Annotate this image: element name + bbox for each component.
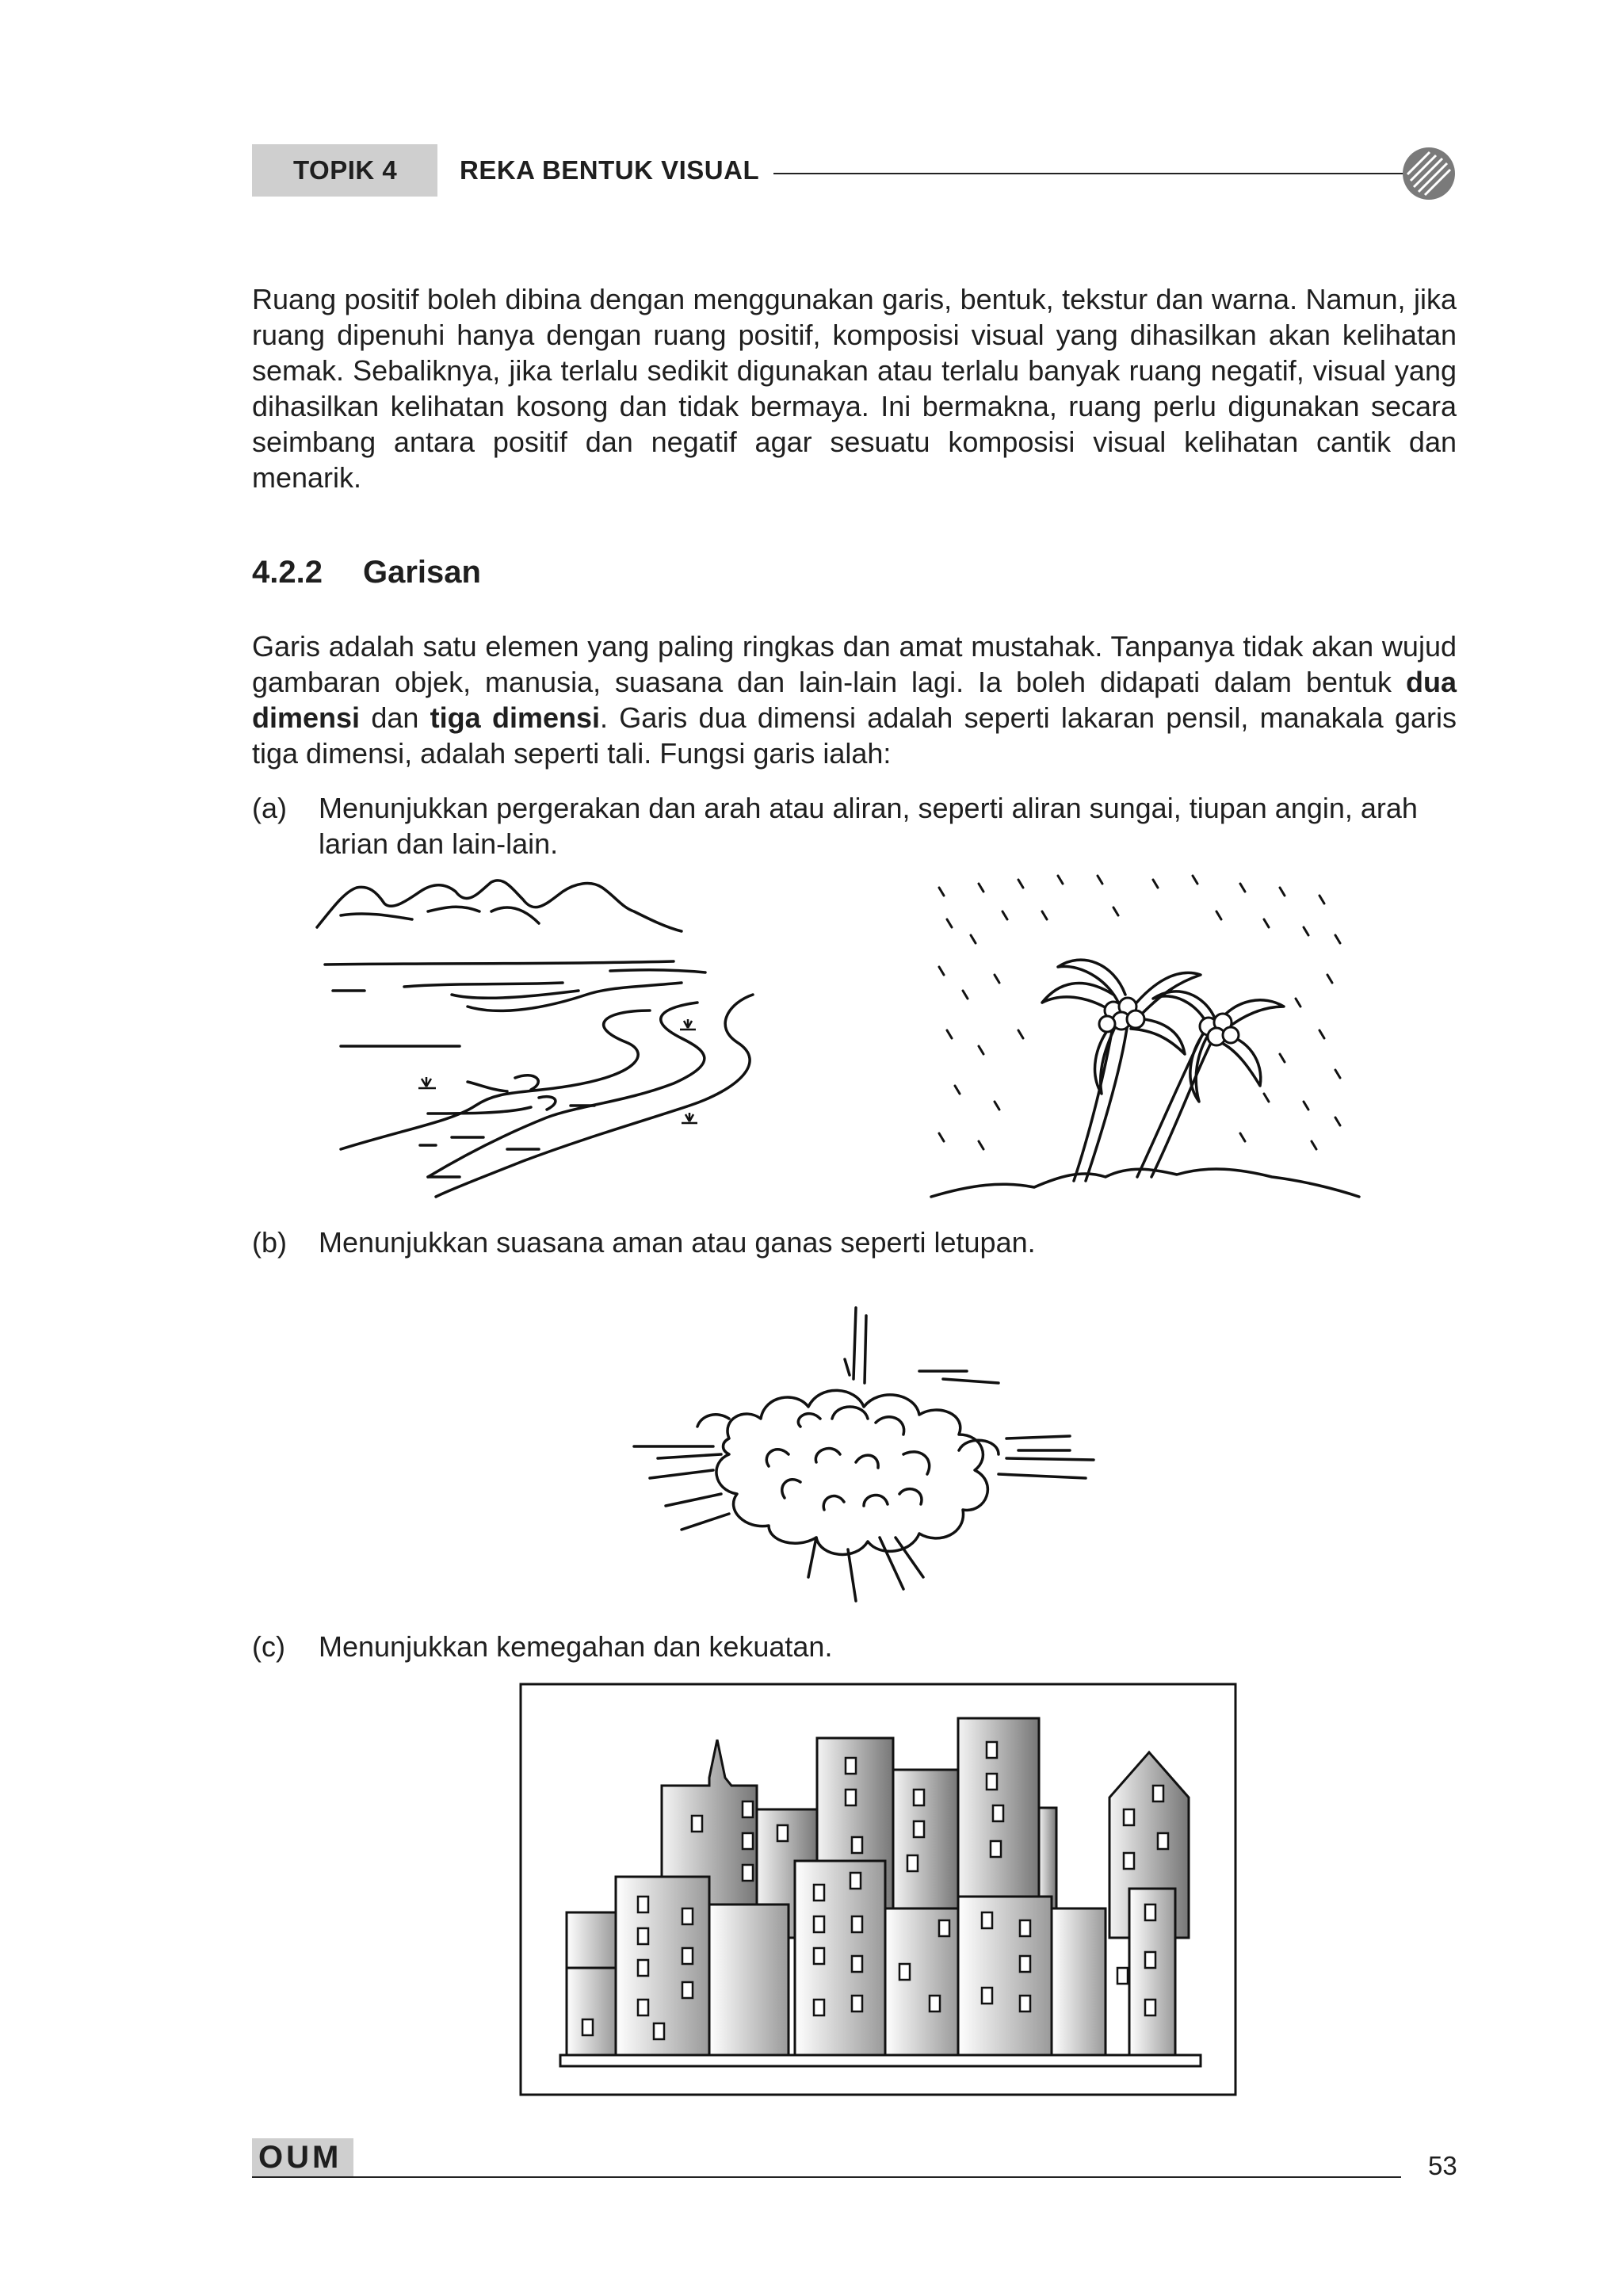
section-heading bbox=[252, 555, 481, 590]
item-marker: (b) bbox=[252, 1226, 287, 1259]
explosion-illustration bbox=[626, 1300, 1109, 1609]
header-title: REKA BENTUK VISUAL bbox=[460, 155, 760, 185]
bold-term-three-dimension: tiga dimensi bbox=[430, 701, 600, 734]
oum-logo-icon bbox=[1401, 146, 1457, 201]
footer-brand: OUM bbox=[258, 2140, 342, 2175]
palm-trees-storm-illustration bbox=[923, 864, 1367, 1213]
page-number: 53 bbox=[1428, 2151, 1457, 2180]
list-item-b bbox=[252, 1224, 1457, 1260]
item-text: Menunjukkan pergerakan dan arah atau aliran, seperti aliran sungai, tiupan angin, arah larian dan lain-lain. bbox=[319, 792, 1418, 860]
item-marker: (a) bbox=[252, 792, 287, 824]
garisan-paragraph: Garis adalah satu elemen yang paling ringkas dan amat mustahak. Tanpanya tidak akan wujud gambaran objek, manusia, suasana dan lain-lain lagi. Ia boleh didapati dalam bentuk dua dimensi dan tiga dimensi. Garis dua dimensi adalah seperti lakaran pensil, manakala garis tiga dimensi, adalah seperti tali. Fungsi garis ialah: bbox=[252, 630, 1457, 770]
item-marker: (c) bbox=[252, 1630, 285, 1663]
item-text: Menunjukkan suasana aman atau ganas seperti letupan. bbox=[319, 1226, 1036, 1259]
topic-label: TOPIK 4 bbox=[293, 155, 398, 185]
header-rule bbox=[773, 173, 1404, 174]
river-landscape-illustration bbox=[309, 876, 864, 1209]
list-item-a bbox=[252, 790, 1457, 861]
city-buildings-illustration bbox=[519, 1683, 1237, 2096]
item-text: Menunjukkan kemegahan dan kekuatan. bbox=[319, 1630, 833, 1663]
intro-paragraph: Ruang positif boleh dibina dengan menggunakan garis, bentuk, tekstur dan warna. Namun, jika ruang dipenuhi hanya dengan ruang positif, komposisi visual yang dihasilkan akan kelihatan semak. Sebaliknya, jika terlalu sedikit digunakan atau terlalu banyak ruang negatif, visual yang dihasilkan kelihatan kosong dan tidak bermaya. Ini bermakna, ruang perlu digunakan secara seimbang antara positif dan negatif agar sesuatu komposisi visual kelihatan cantik dan menarik. bbox=[252, 283, 1457, 494]
footer-rule bbox=[252, 2176, 1401, 2178]
bold-term-two-dimension: dua dimensi bbox=[252, 666, 1457, 734]
section-number: 4.2.2 bbox=[252, 555, 323, 590]
list-item-c bbox=[252, 1629, 1457, 1664]
section-title: Garisan bbox=[363, 555, 481, 590]
